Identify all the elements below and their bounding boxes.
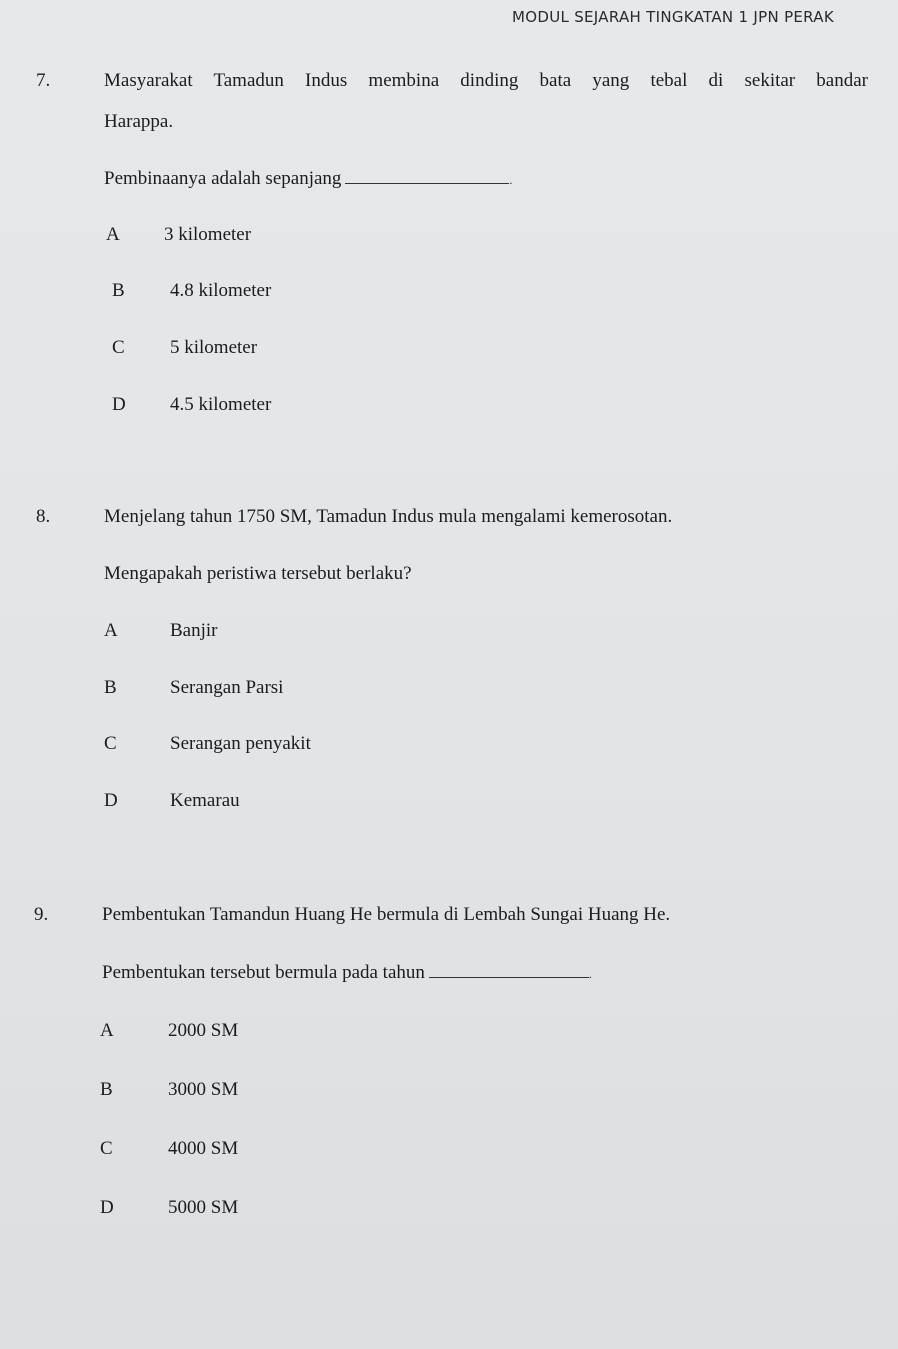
option-letter: B [104,677,117,698]
option-text: 5 kilometer [170,337,258,358]
option-text: Serangan penyakit [170,733,311,754]
question-prompt [104,168,512,190]
option-a[interactable] [106,224,251,246]
option-letter: A [106,224,120,245]
prompt-text: Pembentukan tersebut bermula pada tahun [102,962,425,983]
question-prompt: Mengapakah peristiwa tersebut berlaku? [104,563,412,584]
option-text: 4.5 kilometer [170,394,272,415]
question-stem: Masyarakat Tamadun Indus membina dinding bata yang tebal di sekitar bandar [104,70,868,91]
option-letter: C [112,337,125,358]
option-text: Kemarau [170,790,240,811]
question-stem: Menjelang tahun 1750 SM, Tamadun Indus mula mengalami kemerosotan. [104,506,673,527]
option-text: 3000 SM [168,1079,239,1100]
option-text: Banjir [170,620,218,641]
question-stem-continued: Harappa. [104,111,174,132]
question-prompt [102,962,592,984]
option-letter: C [100,1138,113,1159]
option-letter: A [100,1020,114,1041]
question-number: 9. [34,904,49,925]
option-text: 3 kilometer [164,224,252,245]
option-b[interactable] [104,677,283,699]
option-letter: B [100,1079,113,1100]
option-c[interactable] [112,337,257,359]
answer-blank [345,183,509,184]
answer-blank [429,977,589,978]
option-letter: C [104,733,117,754]
option-text: 4000 SM [168,1138,239,1159]
option-d[interactable] [100,1197,238,1219]
option-b[interactable] [100,1079,238,1101]
option-b[interactable] [112,280,271,302]
option-text: 2000 SM [168,1020,239,1041]
option-letter: A [104,620,118,641]
option-letter: D [100,1197,114,1218]
question-number: 8. [36,506,51,527]
prompt-end: . [509,173,513,187]
module-header: MODUL SEJARAH TINGKATAN 1 JPN PERAK [512,8,834,26]
option-letter: B [112,280,125,301]
prompt-text: Pembinaanya adalah sepanjang [104,168,342,189]
option-text: 5000 SM [168,1197,239,1218]
question-stem: Pembentukan Tamandun Huang He bermula di Lembah Sungai Huang He. [102,904,671,925]
option-c[interactable] [100,1138,238,1160]
option-a[interactable] [100,1020,238,1042]
option-letter: D [112,394,126,415]
question-number: 7. [36,70,51,91]
option-letter: D [104,790,118,811]
option-a[interactable] [104,620,218,642]
option-text: Serangan Parsi [170,677,284,698]
option-d[interactable] [112,394,271,416]
option-d[interactable] [104,790,240,812]
prompt-end: . [588,967,592,981]
option-text: 4.8 kilometer [170,280,272,301]
option-c[interactable] [104,733,311,755]
